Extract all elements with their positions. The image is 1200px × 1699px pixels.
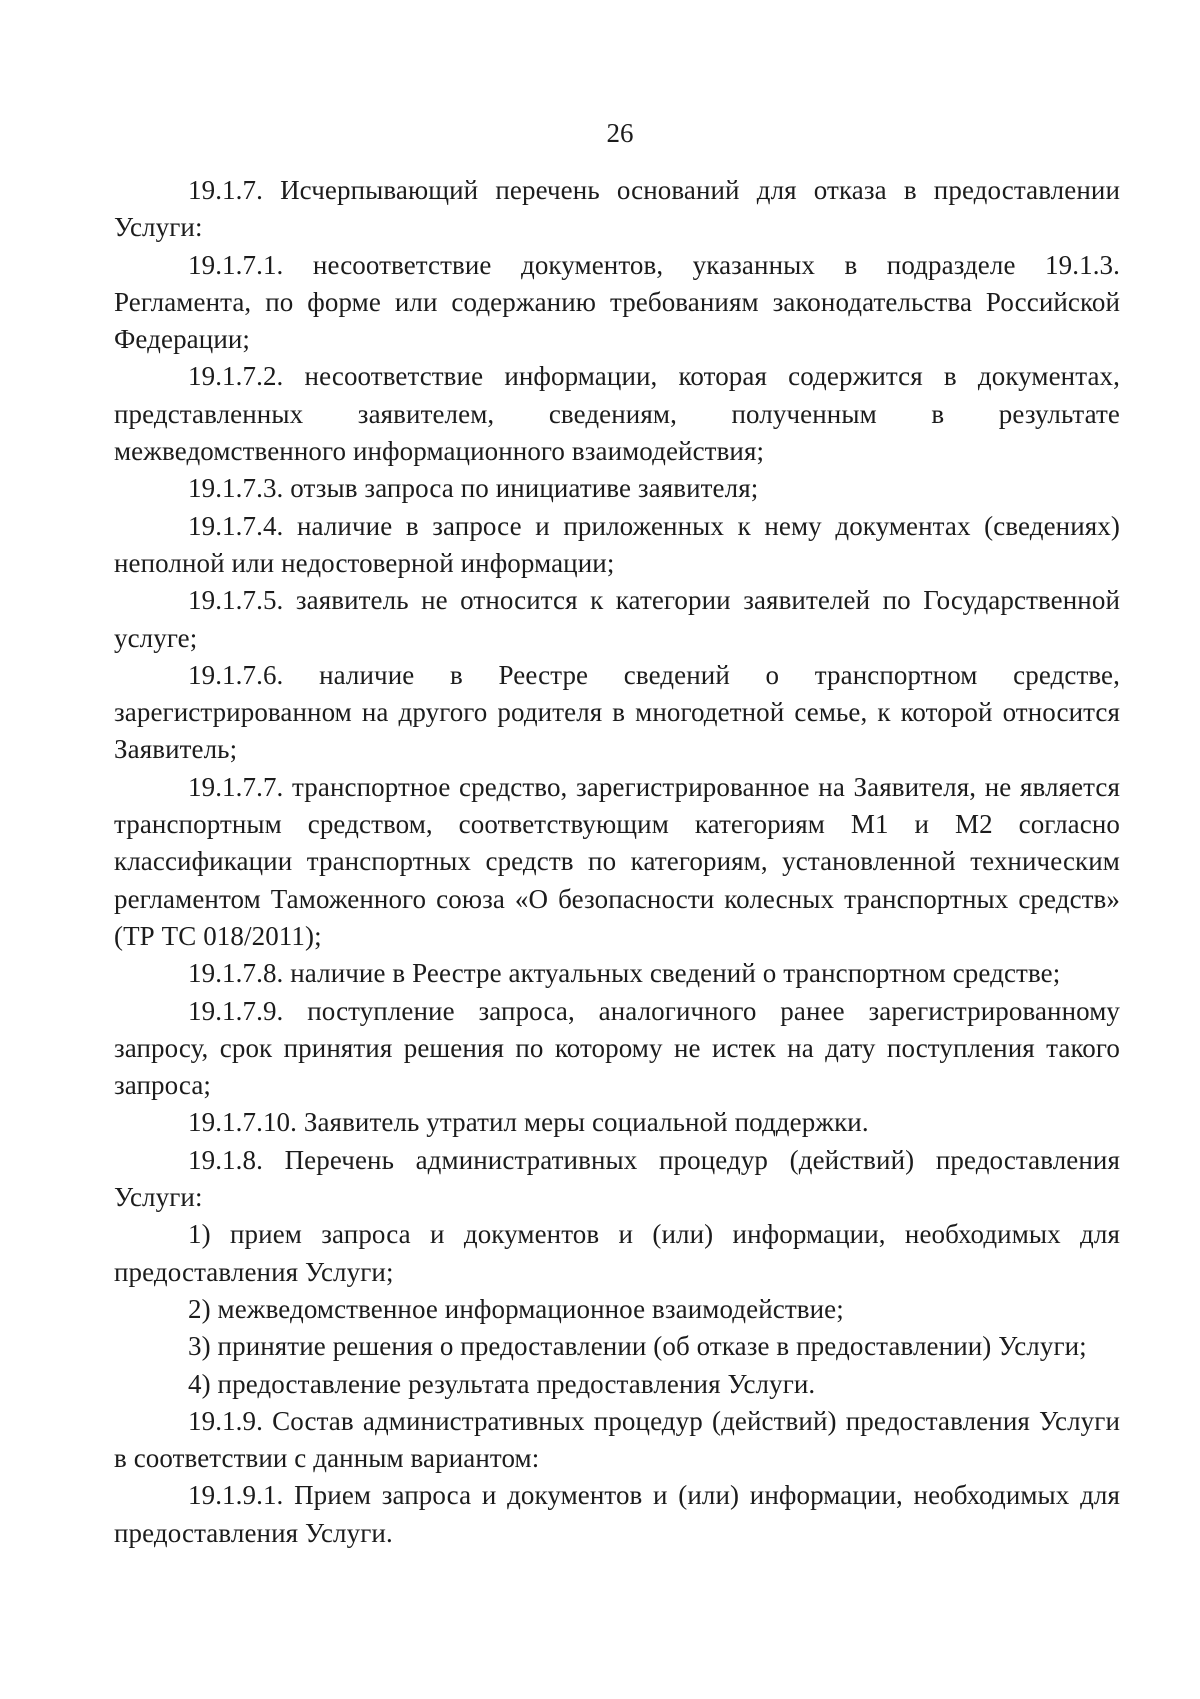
list-item-3: 3) принятие решения о предоставлении (об отказе в предоставлении) Услуги; [188,1331,1087,1362]
page-number: 26 [606,118,634,148]
paragraph-19-1-7-10: 19.1.7.10. Заявитель утратил меры социальной поддержки. [188,1107,869,1138]
list-item-4: 4) предоставление результата предоставления Услуги. [188,1368,816,1399]
paragraph-19-1-7-7: 19.1.7.7. транспортное средство, зарегистрированное на Заявителя, не является транспортным средством, соответствующим категориям M1 и M2 согласно классификации транспортных средств по категориям, установленной техническим регламентом Таможенного союза «О безопасности колесных транспортных средств» (ТР ТС 018/2011); [114,771,1120,951]
paragraph-19-1-7-1: 19.1.7.1. несоответствие документов, указанных в подразделе 19.1.3. Регламента, по форме или содержанию требованиям законодательства Российской Федерации; [114,249,1120,355]
paragraph-19-1-7-4: 19.1.7.4. наличие в запросе и приложенных к нему документах (сведениях) неполной или недостоверной информации; [114,510,1120,578]
list-item-1: 1) прием запроса и документов и (или) информации, необходимых для предоставления Услуги; [114,1219,1120,1287]
paragraph-19-1-9: 19.1.9. Состав административных процедур (действий) предоставления Услуги в соответствии с данным вариантом: [114,1405,1120,1474]
paragraph-19-1-7-6: 19.1.7.6. наличие в Реестре сведений о транспортном средстве, зарегистрированном на другого родителя в многодетной семье, к которой относится Заявитель; [114,659,1120,765]
paragraph-19-1-9-1: 19.1.9.1. Прием запроса и документов и (или) информации, необходимых для предоставления Услуги. [114,1480,1120,1548]
paragraph-19-1-7-8: 19.1.7.8. наличие в Реестре актуальных сведений о транспортном средстве; [188,958,1061,989]
list-item-2: 2) межведомственное информационное взаимодействие; [188,1293,844,1324]
paragraph-19-1-7-9: 19.1.7.9. поступление запроса, аналогичного ранее зарегистрированному запросу, срок принятия решения по которому не истек на дату поступления такого запроса; [114,995,1120,1101]
paragraph-19-1-7-3: 19.1.7.3. отзыв запроса по инициативе заявителя; [188,473,759,504]
document-body [114,172,1120,1552]
paragraph-19-1-8: 19.1.8. Перечень административных процедур (действий) предоставления Услуги: [114,1144,1120,1213]
paragraph-19-1-7-2: 19.1.7.2. несоответствие информации, которая содержится в документах, представленных заявителем, сведениям, полученным в результате межведомственного информационного взаимодействия; [114,361,1120,467]
paragraph-19-1-7: 19.1.7. Исчерпывающий перечень оснований для отказа в предоставлении Услуги: [114,175,1120,243]
paragraph-19-1-7-5: 19.1.7.5. заявитель не относится к категории заявителей по Государственной услуге; [114,585,1120,653]
